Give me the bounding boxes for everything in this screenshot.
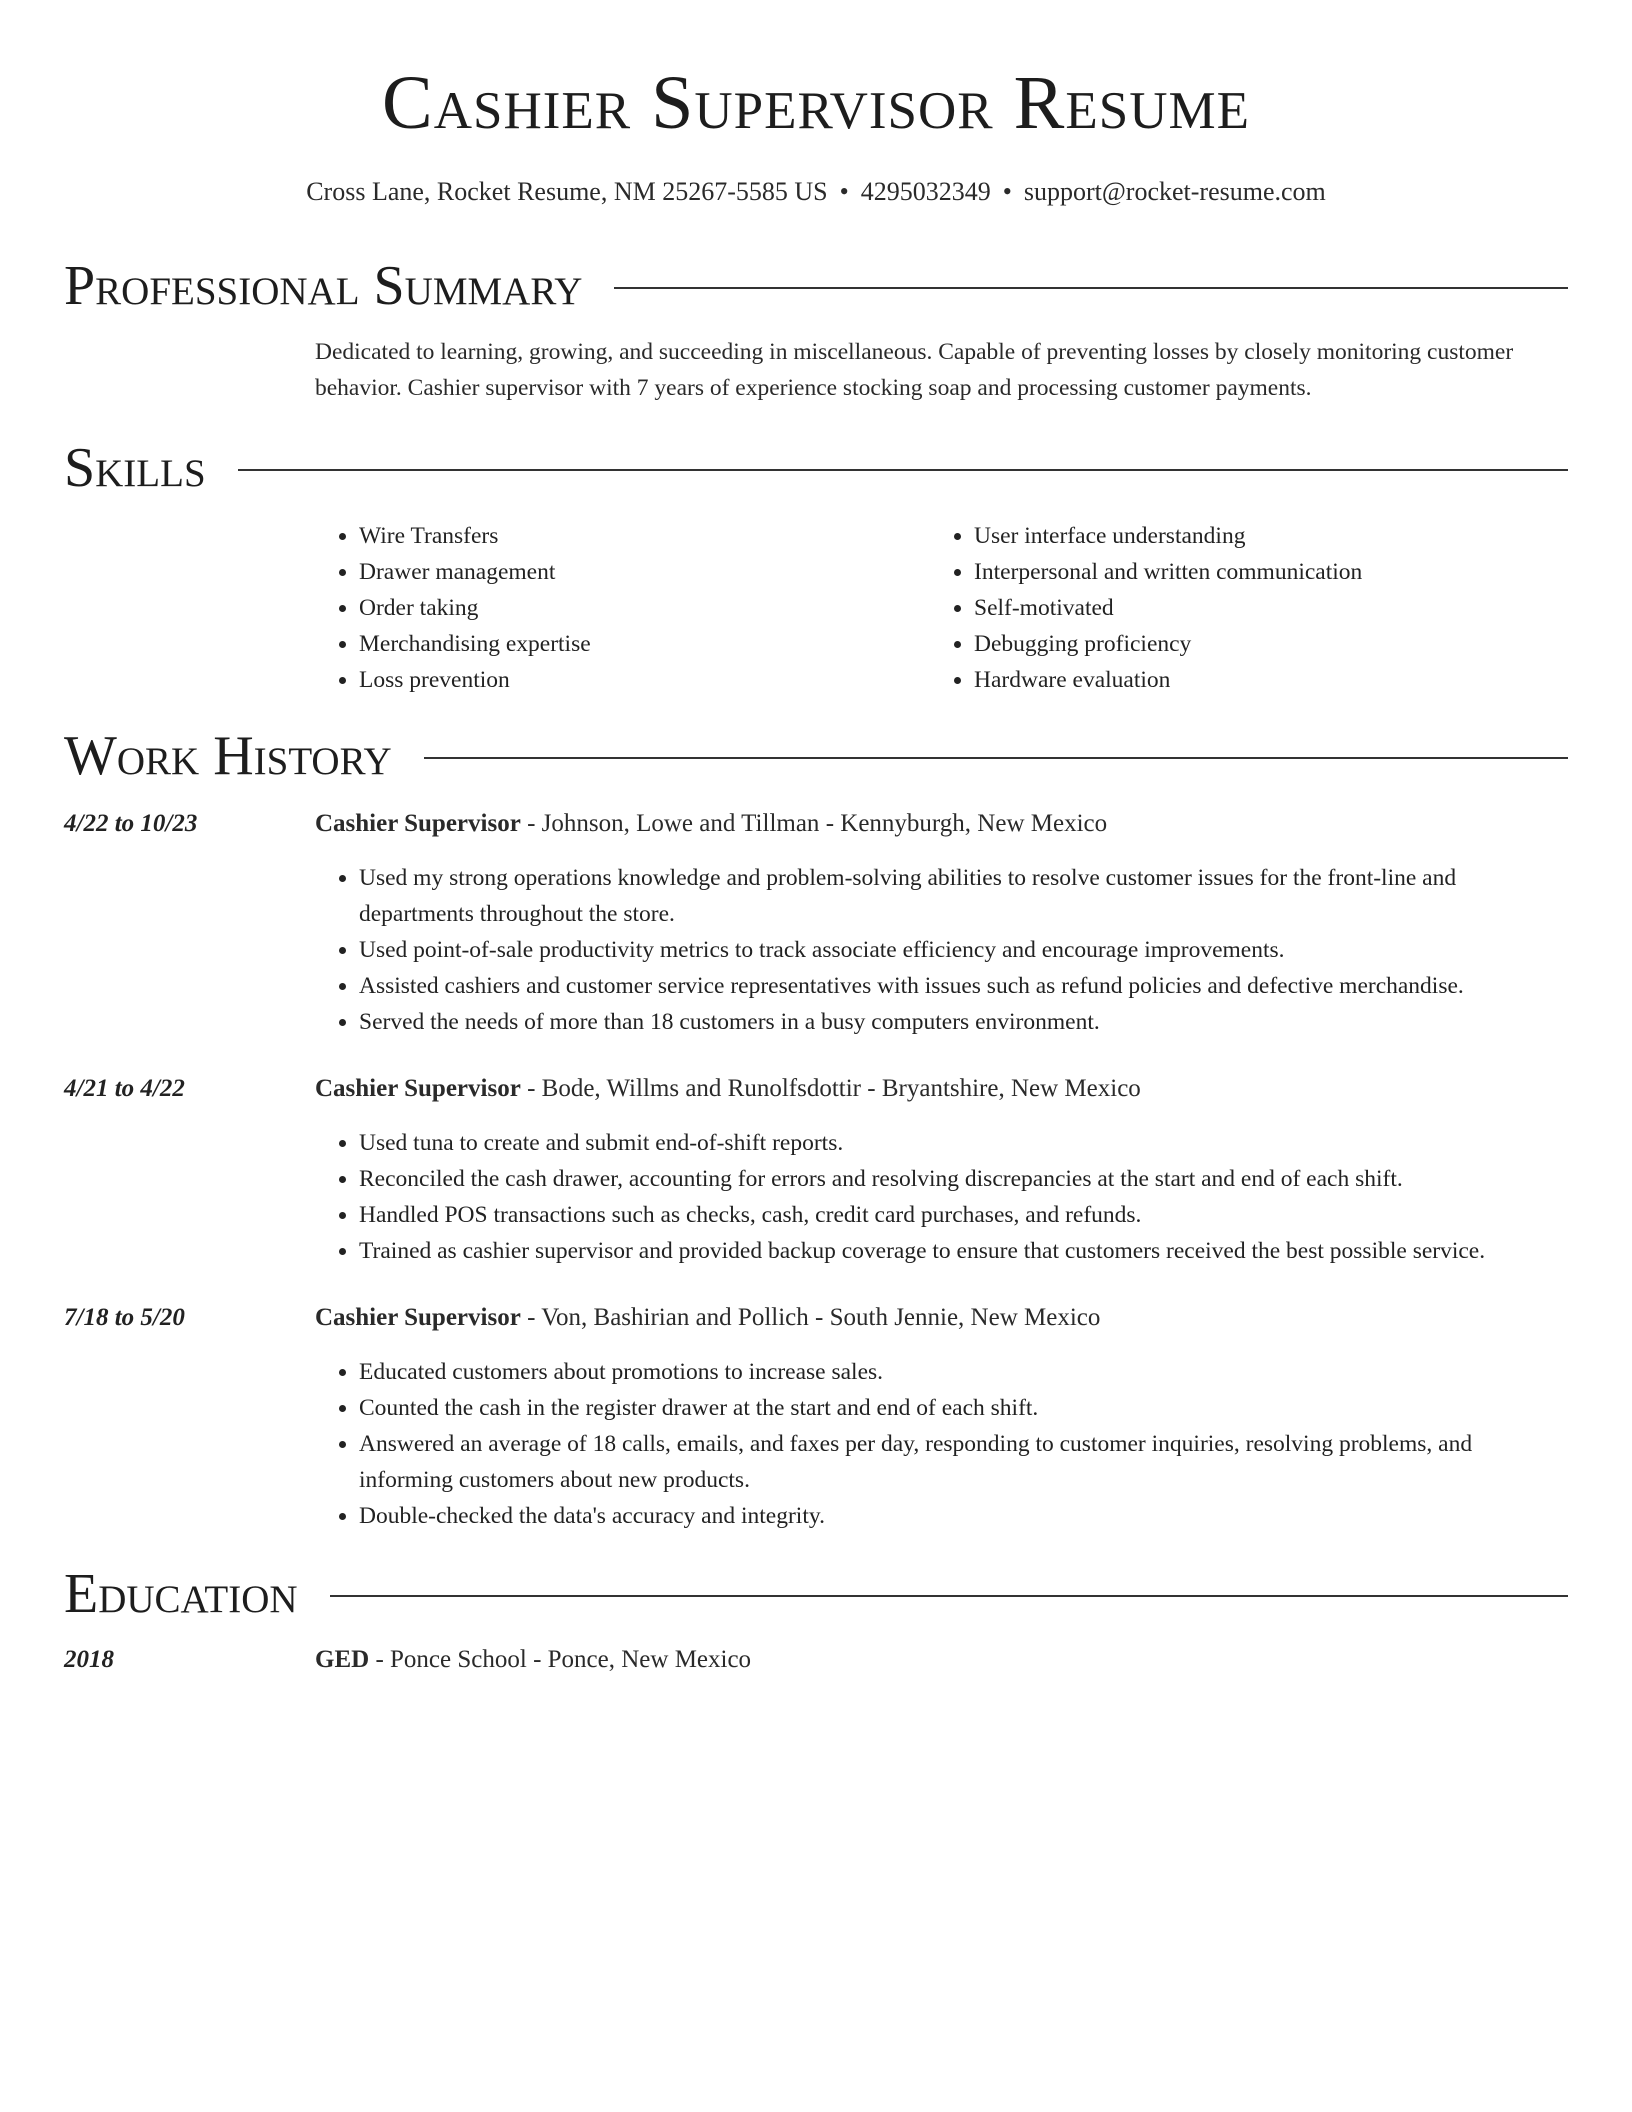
skills-column-left [315,518,915,698]
job-bullet: • Used my strong operations knowledge and problem-solving abilities to resolve customer issues for the front-line and departments throughout the store. [359,860,1568,932]
section-header-work [64,724,1568,788]
job-company: Johnson, Lowe and Tillman [541,810,820,837]
section-title-summary: Professional Summary [64,255,583,317]
job-dates: 7/18 to 5/20 [64,1304,185,1331]
job-role: Cashier Supervisor [315,1075,521,1102]
skill-item: • Interpersonal and written communication [974,554,1530,590]
education-dash: - [526,1646,548,1673]
job-bullet: • Used tuna to create and submit end-of-shift reports. [359,1125,1568,1161]
job-bullet: • Used point-of-sale productivity metrics to track associate efficiency and encourage improvements. [359,932,1568,968]
education-dash: - [369,1646,391,1673]
job-heading [315,806,1568,842]
skills-column-right [930,518,1530,698]
job-location: Kennyburgh, New Mexico [840,810,1108,837]
skill-item: • Debugging proficiency [974,626,1530,662]
skill-item: • Merchandising expertise [359,626,915,662]
job-dash: - [808,1304,830,1331]
section-title-work: Work History [64,725,392,787]
resume-title: Cashier Supervisor Resume [382,61,1250,145]
skill-item: • Hardware evaluation [974,662,1530,698]
job-dash: - [520,1304,542,1331]
job-heading [315,1300,1568,1336]
contact-email: support@rocket-resume.com [1023,177,1326,206]
job-bullet: • Trained as cashier supervisor and provided backup coverage to ensure that customers received the best possible service. [359,1233,1568,1269]
summary-text: Dedicated to learning, growing, and succeeding in miscellaneous. Capable of preventing losses by closely monitoring customer behavior. Cashier supervisor with 7 years of experience stocking soap and processing customer payments. [315,339,1514,401]
section-header-education [64,1562,1568,1626]
education-year: 2018 [64,1646,114,1673]
job-role: Cashier Supervisor [315,1304,521,1331]
job-bullet: • Double-checked the data's accuracy and integrity. [359,1498,1568,1534]
job-location: South Jennie, New Mexico [829,1304,1101,1331]
job-heading [315,1071,1568,1107]
job-dates: 4/21 to 4/22 [64,1075,185,1102]
job-dash: - [861,1075,882,1102]
job-dash: - [819,810,841,837]
job-bullet-list [315,1354,1568,1534]
contact-phone: 4295032349 [860,177,991,206]
job-bullet: • Served the needs of more than 18 customers in a busy computers environment. [359,1004,1568,1040]
skill-item: • User interface understanding [974,518,1530,554]
job-bullet: • Counted the cash in the register drawer at the start and end of each shift. [359,1390,1568,1426]
job-dates: 4/22 to 10/23 [64,810,198,837]
job-company: Von, Bashirian and Pollich [541,1304,809,1331]
job-bullet: • Reconciled the cash drawer, accounting for errors and resolving discrepancies at the start and end of each shift. [359,1161,1568,1197]
section-divider [424,757,1568,759]
education-heading [315,1642,1568,1678]
contact-separator: • [1002,177,1012,206]
education-degree: GED [315,1646,370,1673]
job-bullet: • Answered an average of 18 calls, emails, and faxes per day, responding to customer inquiries, resolving problems, and informing customers about new products. [359,1426,1568,1498]
education-school: Ponce School [390,1646,527,1673]
job-bullet: • Assisted cashiers and customer service representatives with issues such as refund policies and defective merchandise. [359,968,1568,1004]
contact-address: Cross Lane, Rocket Resume, NM 25267-5585 US [306,177,828,206]
job-dash: - [520,810,542,837]
job-dash: - [520,1075,542,1102]
job-location: Bryantshire, New Mexico [881,1075,1141,1102]
job-bullet-list [315,1125,1568,1269]
section-title-skills: Skills [64,437,206,499]
job-bullet: • Handled POS transactions such as checks, cash, credit card purchases, and refunds. [359,1197,1568,1233]
section-divider [238,469,1568,471]
contact-line [64,174,1568,210]
skill-item: • Order taking [359,590,915,626]
contact-separator: • [839,177,849,206]
job-bullet: • Educated customers about promotions to increase sales. [359,1354,1568,1390]
job-company: Bode, Willms and Runolfsdottir [541,1075,862,1102]
section-divider [614,287,1568,289]
section-header-skills [64,436,1568,500]
job-role: Cashier Supervisor [315,810,521,837]
section-divider [330,1595,1568,1597]
section-header-summary [64,254,1568,318]
job-bullet-list [315,860,1568,1040]
section-title-education: Education [64,1563,298,1625]
skill-item: • Loss prevention [359,662,915,698]
skill-item: • Self-motivated [974,590,1530,626]
education-location: Ponce, New Mexico [547,1646,752,1673]
skill-item: • Drawer management [359,554,915,590]
skill-item: • Wire Transfers [359,518,915,554]
